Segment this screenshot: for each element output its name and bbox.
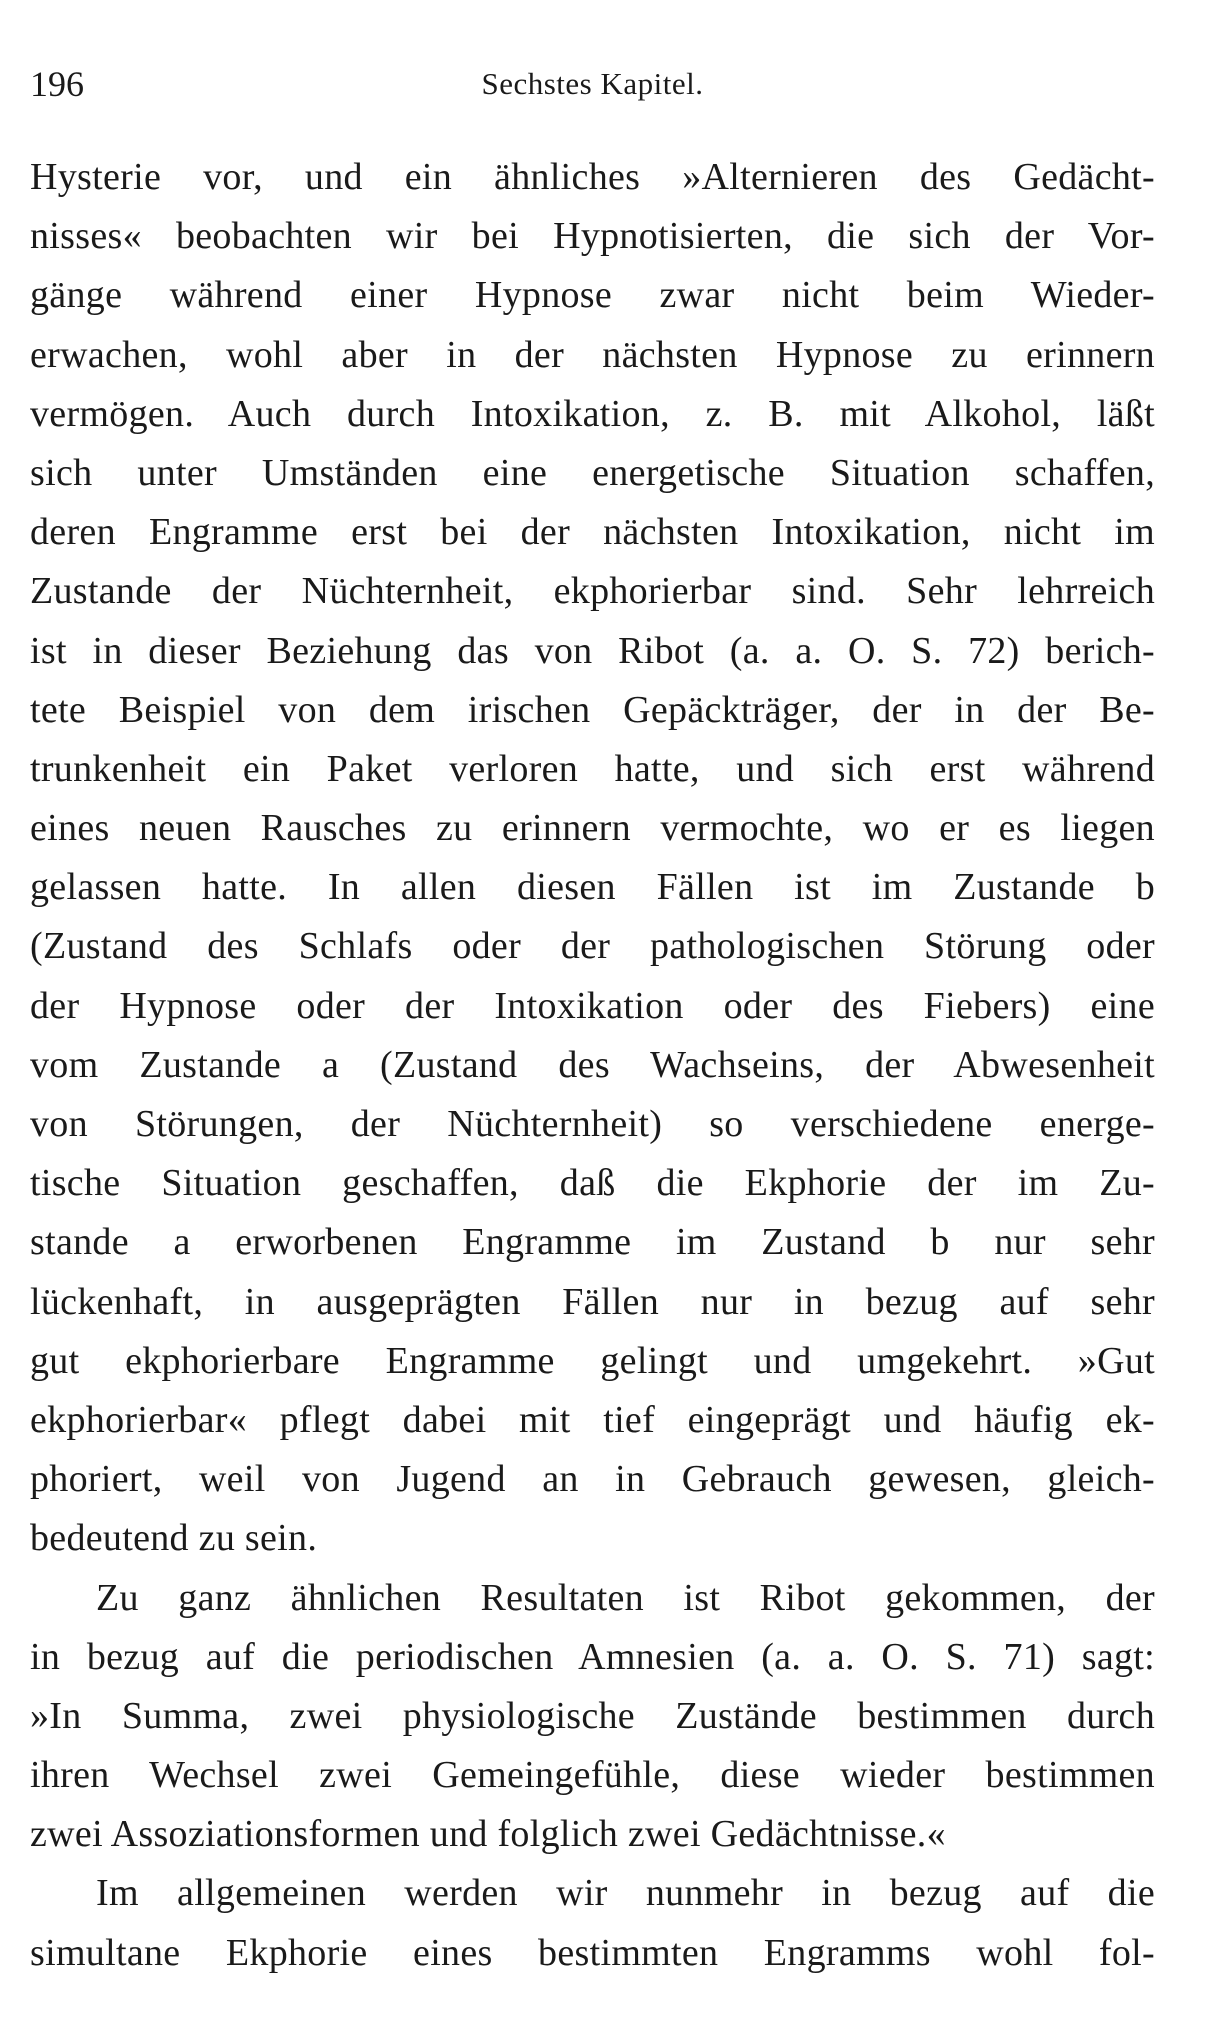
text-line: zwei Assoziationsformen und folglich zwei Gedächtnisse.« [30,1813,946,1856]
text-line: eines neuen Rausches zu erinnern vermochte, wo er es liegen [30,807,1155,850]
text-line: trunkenheit ein Paket verloren hatte, und sich erst während [30,747,1155,790]
text-line: Zustande der Nüchternheit, ekphorierbar sind. Sehr lehrreich [30,570,1155,613]
text-line: in bezug auf die periodischen Amnesien (a. a. O. S. 71) sagt: [30,1635,1155,1678]
text-line: deren Engramme erst bei der nächsten Intoxikation, nicht im [30,511,1155,554]
body-text [30,148,1155,1983]
text-line: ihren Wechsel zwei Gemeingefühle, diese wieder bestimmen [30,1754,1155,1797]
chapter-title: Sechstes Kapitel. [481,66,704,101]
text-line: vermögen. Auch durch Intoxikation, z. B. mit Alkohol, läßt [30,392,1155,435]
text-line: lückenhaft, in ausgeprägten Fällen nur in bezug auf sehr [30,1280,1155,1323]
text-line: gelassen hatte. In allen diesen Fällen ist im Zustande b [30,866,1155,909]
text-line: tete Beispiel von dem irischen Gepäckträger, der in der Be- [30,688,1155,731]
text-line: stande a erworbenen Engramme im Zustand b nur sehr [30,1221,1155,1264]
text-line: erwachen, wohl aber in der nächsten Hypnose zu erinnern [30,333,1155,376]
text-line: Zu ganz ähnlichen Resultaten ist Ribot gekommen, der [96,1576,1155,1619]
text-line: sich unter Umständen eine energetische Situation schaffen, [30,451,1155,494]
text-line: gänge während einer Hypnose zwar nicht beim Wieder- [30,274,1155,317]
text-line: ist in dieser Beziehung das von Ribot (a. a. O. S. 72) berich- [30,629,1155,672]
text-line: von Störungen, der Nüchternheit) so verschiedene energe- [30,1103,1155,1145]
paragraph [30,1864,1155,1982]
page-number: 196 [30,64,84,104]
text-line: Hysterie vor, und ein ähnliches »Alternieren des Gedächt- [30,156,1155,198]
text-line: »In Summa, zwei physiologische Zustände bestimmen durch [30,1694,1155,1737]
text-line: phoriert, weil von Jugend an in Gebrauch gewesen, gleich- [30,1458,1155,1501]
text-line: ekphorierbar« pflegt dabei mit tief eingeprägt und häufig ek- [30,1398,1155,1441]
text-line: bedeutend zu sein. [30,1517,318,1560]
text-line: der Hypnose oder der Intoxikation oder des Fiebers) eine [30,984,1155,1027]
text-line: (Zustand des Schlafs oder der pathologischen Störung oder [30,925,1155,968]
text-line: gut ekphorierbare Engramme gelingt und umgekehrt. »Gut [30,1339,1155,1382]
text-line: simultane Ekphorie eines bestimmten Engramms wohl fol- [30,1931,1155,1974]
text-line: vom Zustande a (Zustand des Wachseins, der Abwesenheit [30,1043,1155,1086]
text-line: tische Situation geschaffen, daß die Ekphorie der im Zu- [30,1162,1155,1205]
text-line: nisses« beobachten wir bei Hypnotisierten, die sich der Vor- [30,215,1155,258]
text-line: Im allgemeinen werden wir nunmehr in bezug auf die [96,1872,1155,1915]
paragraph [30,148,1155,1569]
running-head [30,62,1155,106]
paragraph [30,1569,1155,1865]
